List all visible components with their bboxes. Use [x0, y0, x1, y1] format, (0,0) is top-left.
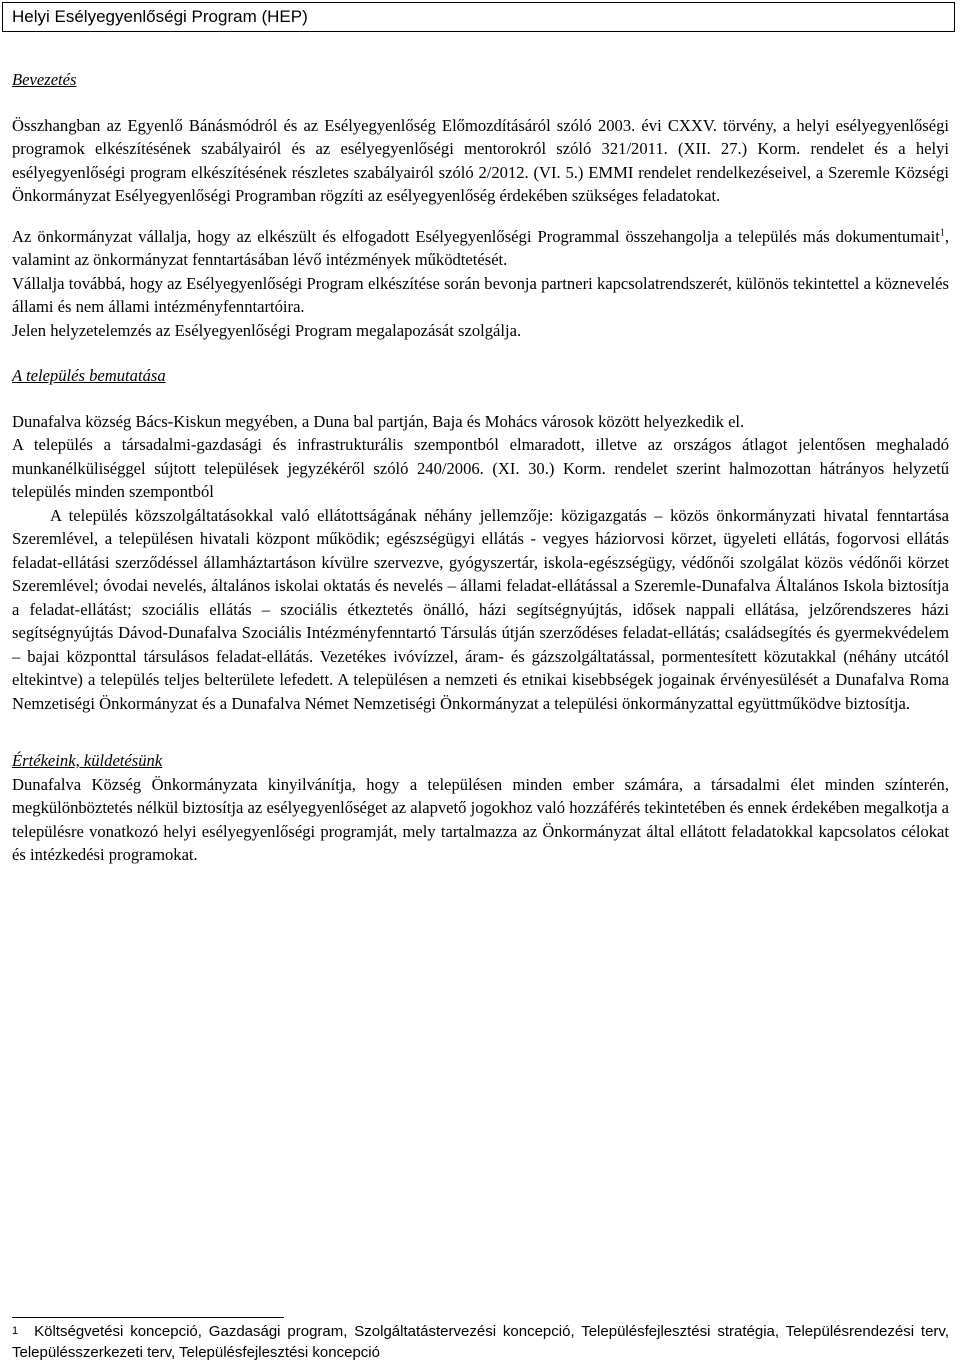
town-paragraph-3: A település közszolgáltatásokkal való ellátottságának néhány jellemzője: közigazgatás – közös önkormányzati hivatal fenntartása Szeremlével, a településen hivatali központ működik; egészségügyi ellátás - vegyes háziorvosi körzet, ügyeleti ellátás, fogorvosi ellátás feladat-ellátási szerződéssel államháztartáson kívülre szervezve, gyógyszertár, iskola-egészségügy, védőnői szolgálat közös védőnői körzet Szeremlével; óvodai nevelés, általános iskolai oktatás és nevelés – állami feladat-ellátással a Szeremle-Dunafalva Általános Iskola biztosítja a feladat-ellátást; szociális ellátás – szociális étkeztetés önálló, házi segítségnyújtás, idősek nappali ellátása, jelzőrendszeres házi segítségnyújtás Dávod-Dunafalva Szociális Intézményfenntartó Társulás útján szerződéses feladat-ellátás; családsegítés és gyermekvédelem – bajai központtal társulásos feladat-ellátás. Vezetékes ivóvízzel, áram- és gázszolgáltatással, pormentesített közutakkal (néhány utcától eltekintve) a település teljes belterülete lefedett. A településen a nemzeti és etnikai kisebbségek jogainak érvényesülését a Dunafalva Roma Nemzetiségi Önkormányzat és a Dunafalva Német Nemzetiségi Önkormányzat a települési önkormányzattal együttműködve biztosítja.	[12, 505, 949, 713]
document-body	[12, 68, 949, 867]
footnote-text: Költségvetési koncepció, Gazdasági program, Szolgáltatástervezési koncepció, Településfejlesztési stratégia, Településrendezési terv, Településszerkezeti terv, Településfejlesztési koncepció	[12, 1323, 949, 1361]
values-paragraph-1: Dunafalva Község Önkormányzata kinyilvánítja, hogy a településen minden ember számára, a társadalmi élet minden színterén, megkülönböztetés nélkül biztosítja az esélyegyenlőséget az alapvető jogokhoz való hozzáférés tekintetében és ennek érdekében megalkotja a településre vonatkozó helyi esélyegyenlőségi programját, mely tartalmazza az Önkormányzat által ellátott feladatokkal kapcsolatos célokat és intézkedési programokat.	[12, 774, 949, 864]
intro-paragraph-2	[12, 225, 949, 272]
footnote-number: 1	[12, 1325, 19, 1337]
town-paragraph-1: Dunafalva község Bács-Kiskun megyében, a Duna bal partján, Baja és Mohács városok között helyezkedik el.	[12, 411, 745, 431]
section-heading-values: Értékeink, küldetésünk	[12, 751, 163, 770]
intro-paragraph-1: Összhangban az Egyenlő Bánásmódról és az Esélyegyenlőség Előmozdításáról szóló 2003. évi CXXV. törvény, a helyi esélyegyenlőségi programok elkészítésének szabályairól és az esélyegyenlőségi mentorokról szóló 321/2011. (XII. 27.) Korm. rendelet és a helyi esélyegyenlőségi program elkészítésének részletes szabályairól szóló 2/2012. (VI. 5.) EMMI rendelet rendelkezéseivel, a Szeremle Községi Önkormányzat Esélyegyenlőségi Programban rögzíti az esélyegyenlőség érdekében szükséges feladatokat.	[12, 115, 949, 205]
footnote-reference[interactable]: 1	[939, 226, 945, 238]
footnote-separator	[12, 1317, 284, 1318]
intro-paragraph-3: Vállalja továbbá, hogy az Esélyegyenlőségi Program elkészítése során bevonja partneri kapcsolatrendszerét, különös tekintettel a köznevelés állami és nem állami intézményfenntartóira.	[12, 273, 949, 316]
intro-paragraph-4: Jelen helyzetelemzés az Esélyegyenlőségi Program megalapozását szolgálja.	[12, 320, 522, 340]
intro-paragraph-2-text-b: , valamint az önkormányzat fenntartásában lévő intézmények működtetését.	[12, 226, 949, 269]
town-paragraph-2: A település a társadalmi-gazdasági és infrastrukturális szempontból elmaradott, illetve az országos átlagot jelentősen meghaladó munkanélküliséggel sújtott települések jegyzékéről szóló 240/2006. (XI. 30.) Korm. rendelet szerint halmozottan hátrányos helyzetű település minden szempontból	[12, 435, 949, 501]
document-title: Helyi Esélyegyenlőségi Program (HEP)	[12, 7, 308, 26]
footnote	[12, 1321, 949, 1363]
document-header	[2, 2, 955, 32]
section-heading-town: A település bemutatása	[12, 366, 166, 385]
section-heading-intro: Bevezetés	[12, 70, 77, 89]
intro-paragraph-2-text-a: Az önkormányzat vállalja, hogy az elkészült és elfogadott Esélyegyenlőségi Programmal összehangolja a település más dokumentumait	[12, 226, 940, 246]
